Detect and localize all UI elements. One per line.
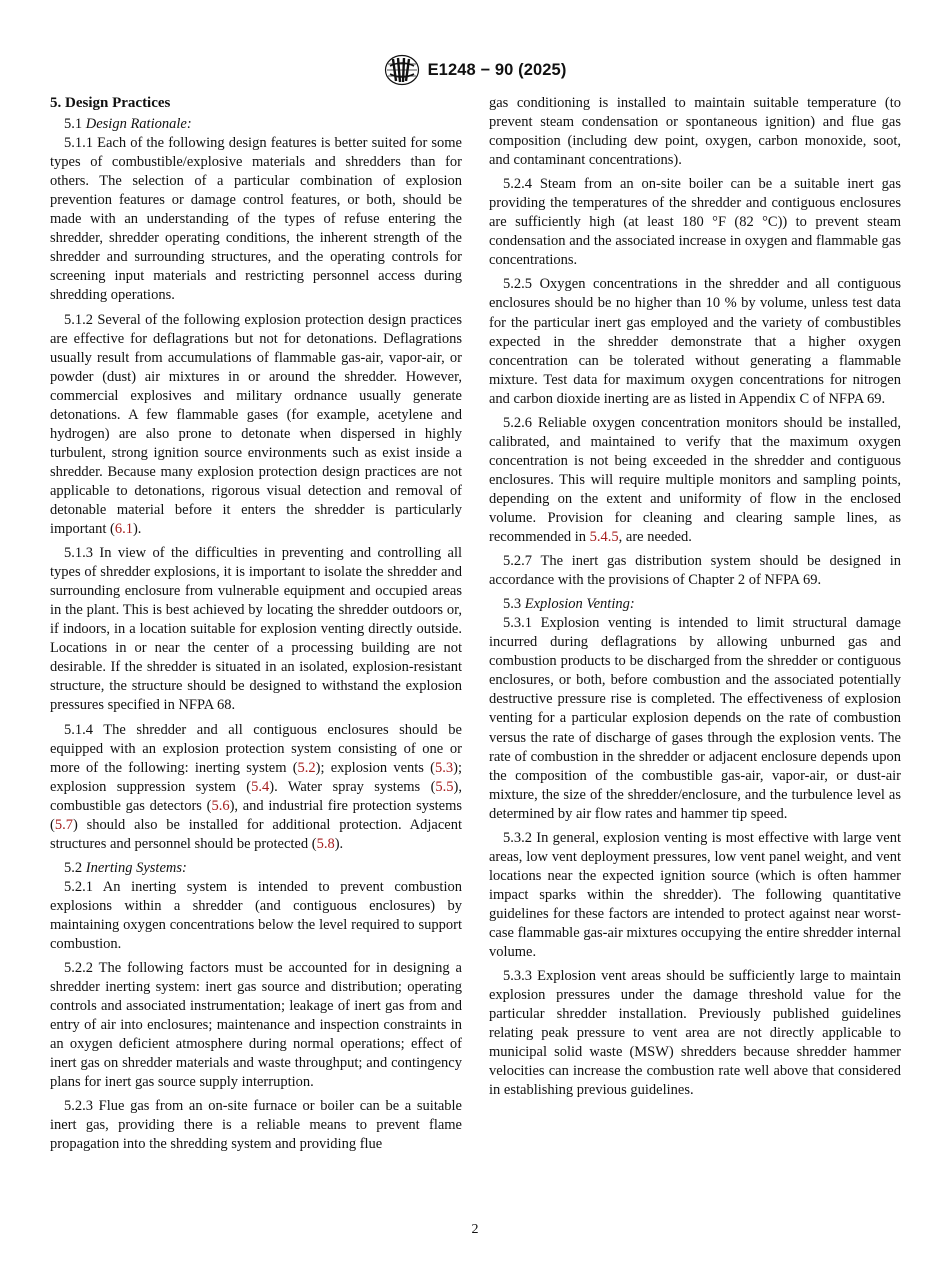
subsection-title: Design Rationale: [85, 116, 192, 133]
subsection-number: 5.3 [503, 596, 522, 613]
paragraph-5-2-1: 5.2.1 An inerting system is intended to prevent combustion explosions within a shredder (and contiguous enclosures) by maintaining oxygen concentrations below the level required to support combustion. [50, 878, 462, 953]
subsection-number: 5.2 [64, 859, 83, 876]
paragraph-5-2-5: 5.2.5 Oxygen concentrations in the shredder and all contiguous enclosures should be no higher than 10 % by volume, unless test data for the particular inert gas employed and the variety of combustibles expected in the shredder demonstrate that a higher oxygen concentration can be tolerated without generating a flammable mixture. Test data for maximum oxygen concentrations for nitrogen and carbon dioxide inerting are as listed in Appendix C of NFPA 69. [489, 276, 901, 407]
paragraph-text: 5.2.6 Reliable oxygen concentration monitors should be installed, calibrated, and maintained to verify that the maximum oxygen concentration is not being exceeded in the shredder and contiguous enclosures. This will require multiple monitors and sampling points, depending on the extent and uniformity of flow in the enclosed volume. Provision for cleaning and clearing sample lines, as recommended in [489, 414, 901, 546]
left-column [50, 94, 462, 1155]
paragraph-5-1-2 [50, 311, 462, 540]
cross-reference-link[interactable]: 5.8 [316, 835, 335, 852]
cross-reference-link[interactable]: 5.2 [297, 759, 316, 776]
paragraph-text: ), and industrial fire protection systems ( [50, 797, 462, 833]
paragraph-text: 5.1.4 The shredder and all contiguous enclosures should be equipped with an explosion protection system consisting of one or more of the following: inerting system ( [50, 721, 462, 776]
cross-reference-link[interactable]: 5.4 [251, 778, 270, 795]
paragraph-text: , are needed. [618, 529, 692, 546]
cross-reference-link[interactable]: 5.7 [54, 816, 73, 833]
subsection-5-1-heading [50, 115, 462, 134]
page-number: 2 [471, 1222, 479, 1237]
cross-reference-link[interactable]: 5.4.5 [589, 529, 619, 546]
cross-reference-link[interactable]: 5.5 [435, 778, 454, 795]
paragraph-5-2-3-continued: gas conditioning is installed to maintain suitable temperature (to prevent steam condensation or spontaneous ignition) and flue gas composition (including dew point, oxygen, carbon monoxide, soot, and contaminant concentrations). [489, 95, 901, 169]
subsection-5-3-heading [489, 595, 901, 614]
subsection-title: Inerting Systems: [85, 859, 187, 876]
cross-reference-link[interactable]: 5.3 [435, 759, 454, 776]
cross-reference-link[interactable]: 6.1 [114, 521, 133, 538]
paragraph-5-2-3: 5.2.3 Flue gas from an on-site furnace or boiler can be a suitable inert gas, providing there is a reliable means to prevent flame propagation into the shredding system and providing flue [50, 1098, 462, 1153]
paragraph-text: ), combustible gas detectors ( [50, 778, 462, 814]
paragraph-text: ). Water spray systems ( [269, 778, 436, 795]
paragraph-5-2-7: 5.2.7 The inert gas distribution system should be designed in accordance with the provisions of Chapter 2 of NFPA 69. [489, 553, 901, 589]
paragraph-5-2-2: 5.2.2 The following factors must be accounted for in designing a shredder inerting system: inert gas source and distribution; operating controls and associated instrumentation; leakage of inert gas from and entry of air into enclosures; maintenance and inspection constraints in an oxygen deficient atmosphere during normal operations; effect of inert gas on shredder materials and waste throughput; and contingency plans for inert gas source supply interruption. [50, 960, 462, 1091]
cross-reference-link[interactable]: 5.6 [211, 797, 230, 814]
document-header [0, 54, 950, 86]
paragraph-text: ). [334, 835, 344, 852]
paragraph-5-3-1: 5.3.1 Explosion venting is intended to limit structural damage incurred during deflagrations by allowing unburned gas and combustion products to be discharged from the shredder or contiguous enclosures, or both, before combustion and the associated potentially destructive pressure rise is completed. The effectiveness of explosion venting for a particular explosion depends on the rate of combustion versus the rate of discharge of gases through the explosion vents. The rate of combustion in the shredder or adjacent enclosure depends upon the composition of the combustible gas-air, vapor-air, or dust-air mixture, the size of the shredder/enclosure, and the turbulence level as determined by air flow rates and hammer tip speed. [489, 615, 901, 822]
subsection-5-2-heading [50, 859, 462, 878]
paragraph-5-1-3: 5.1.3 In view of the difficulties in preventing and controlling all types of shredder explosions, it is important to isolate the shredder and surrounding enclosure from vulnerable equipment and occupied areas in the plant. This is best achieved by locating the shredder outdoors or, if indoors, in a location suitable for explosion venting directly outside. Locations in or near the center of a processing building are not desirable. If the shredder is situated in an isolated, explosion-resistant structure, the structure should be designed to withstand the explosion pressures specified in NFPA 68. [50, 545, 462, 714]
paragraph-5-3-2: 5.3.2 In general, explosion venting is most effective with large vent areas, low vent deployment pressures, low vent panel weight, and vent locations near the expected ignition source (which is often hammer impact sparks within the shredder). The following quantitative guidelines for these factors are intended to protect against near worst-case flammable gas-air mixtures occupying the entire shredder internal volume. [489, 829, 901, 961]
astm-logo [384, 54, 420, 86]
paragraph-5-1-1: 5.1.1 Each of the following design features is better suited for some types of combustible/explosive materials and shredders than for others. The selection of a particular combination of explosion prevention features or damage control features, or both, should be made with an understanding of the types of refuse entering the shredder, shredder operating conditions, the inherent strength of the shredder and surrounding structures, and the operating controls for screening input materials and restricting personnel access during shredding operations. [50, 135, 462, 304]
paragraph-5-2-6 [489, 414, 901, 547]
paragraph-text: ); explosion vents ( [315, 759, 435, 776]
standard-designation: E1248 − 90 (2025) [427, 60, 567, 79]
subsection-title: Explosion Venting: [524, 596, 635, 613]
paragraph-text: ). [132, 521, 142, 538]
paragraph-text: 5.1.2 Several of the following explosion protection design practices are effective for deflagrations but not for detonations. Deflagrations usually result from accumulations of flammable gas-air, vapor-air, or powder (dust) air mixtures in or around the shredder. However, commercial explosives and military ordnance usually generate detonations. A few flammable gases (for example, acetylene and hydrogen) are also prone to detonate when dispersed in highly turbulent, strong ignition source environments such as exist inside a shredder. Because many explosion protection design practices are not applicable to detonations, rigorous visual detection and removal of detonable material before it enters the shredder is particularly important ( [50, 311, 462, 538]
section-title: 5. Design Practices [50, 95, 171, 111]
right-column [489, 94, 901, 1100]
paragraph-text: ) should also be installed for additional protection. Adjacent structures and personnel should be protected ( [50, 816, 462, 852]
paragraph-5-3-3: 5.3.3 Explosion vent areas should be sufficiently large to maintain explosion pressures under the damage threshold value for the particular shredder installation. Previously published guidelines relating peak pressure to vent area are not directly applicable to municipal solid waste (MSW) shredders because shredder hammer velocities can increase the combustion rate well above that considered in establishing previous guidelines. [489, 968, 901, 1099]
paragraph-5-2-4: 5.2.4 Steam from an on-site boiler can be a suitable inert gas providing the temperatures of the shredder and contiguous enclosures are sufficiently high (at least 180 °F (82 °C)) to prevent steam condensation and the associated increase in oxygen and flammable gas concentrations. [489, 176, 901, 269]
subsection-number: 5.1 [64, 116, 83, 133]
paragraph-5-1-4 [50, 721, 462, 854]
paragraph-text: ); explosion suppression system ( [50, 759, 462, 795]
